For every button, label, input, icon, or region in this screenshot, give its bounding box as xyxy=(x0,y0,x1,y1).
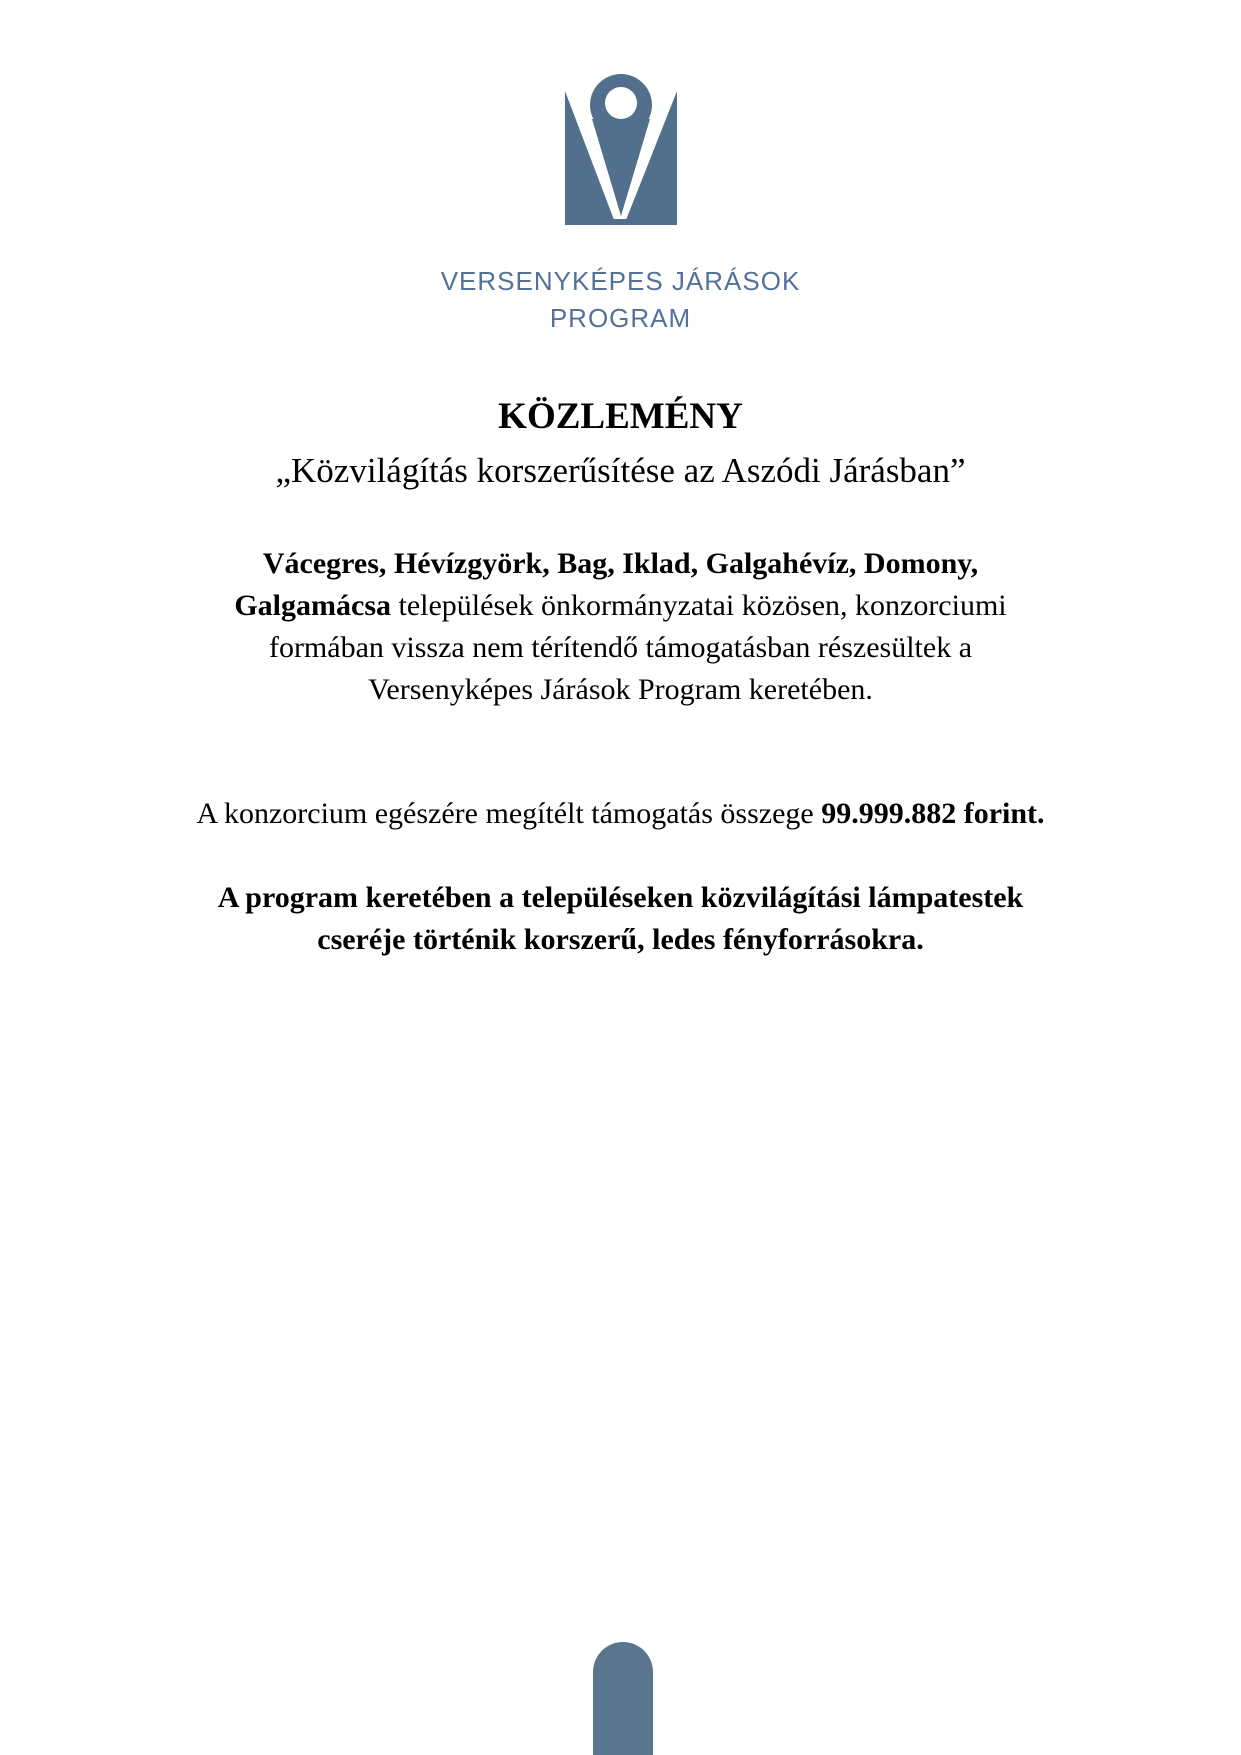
map-pin-logo-icon xyxy=(563,72,679,225)
program-scope-paragraph xyxy=(0,877,1241,961)
logo-wordmark xyxy=(0,263,1241,337)
grant-amount-paragraph xyxy=(0,793,1241,835)
consortium-paragraph-line1: Vácegres, Hévízgyörk, Bag, Iklad, Galgahévíz, Domony, xyxy=(262,547,979,580)
logo-wordmark-line2: PROGRAM xyxy=(549,303,692,333)
grant-amount-lead: A konzorcium egészére megítélt támogatás összege xyxy=(196,797,822,830)
consortium-paragraph-line3: formában vissza nem térítendő támogatásban részesültek a xyxy=(268,631,973,664)
footer-rounded-tab-shape xyxy=(593,1642,653,1755)
document-subtitle: „Közvilágítás korszerűsítése az Aszódi Járásban” xyxy=(275,451,966,490)
consortium-paragraph xyxy=(0,543,1241,711)
consortium-paragraph-line2: Galgamácsa települések önkormányzatai közösen, konzorciumi xyxy=(234,589,1007,622)
logo-wordmark-line1: VERSENYKÉPES JÁRÁSOK xyxy=(440,266,801,296)
logo-header xyxy=(0,0,1241,337)
program-scope-line1: A program keretében a településeken közvilágítási lámpatestek xyxy=(217,881,1024,914)
document-body xyxy=(0,393,1241,961)
document-title: KÖZLEMÉNY xyxy=(498,396,743,437)
grant-amount-value: 99.999.882 forint. xyxy=(821,797,1045,830)
program-scope-line2: cseréje történik korszerű, ledes fényforrásokra. xyxy=(317,923,924,956)
consortium-paragraph-line4: Versenyképes Járások Program keretében. xyxy=(368,673,873,706)
